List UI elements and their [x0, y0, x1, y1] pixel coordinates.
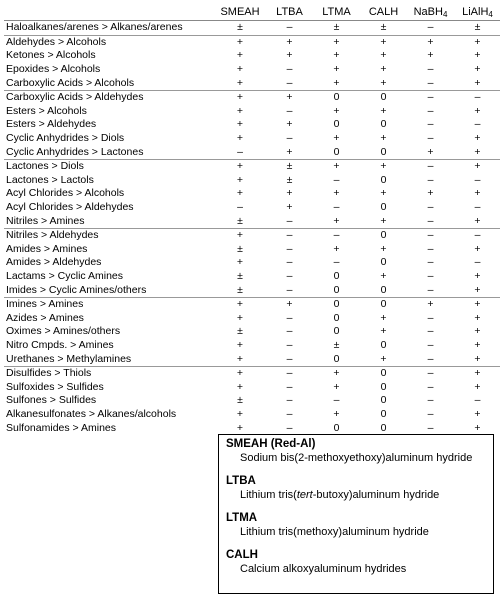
- header-smeah: SMEAH: [214, 3, 266, 21]
- reagent-value-cell: –: [427, 160, 434, 173]
- table-row: [4, 145, 500, 159]
- reagent-value-cell: 0: [380, 394, 387, 407]
- reagent-value-cell: +: [236, 35, 244, 48]
- reagent-value-cell: 0: [380, 229, 387, 242]
- table-row: [4, 118, 500, 132]
- reagent-value-cell: +: [236, 91, 244, 104]
- reagent-value-cell: 0: [333, 325, 340, 338]
- reagent-value-cell: 0: [380, 118, 387, 131]
- reagent-value-cell: –: [427, 229, 434, 242]
- table-body: [4, 21, 500, 435]
- reagent-value-cell: +: [333, 367, 340, 380]
- reagent-value-cell: +: [360, 214, 407, 228]
- reagent-value-cell: +: [474, 298, 481, 311]
- reagent-value-cell: –: [333, 173, 340, 186]
- reagent-value-cell: ±: [237, 325, 243, 338]
- reagent-value-cell: +: [333, 242, 340, 255]
- reagent-value-cell: +: [474, 132, 481, 145]
- table-row: [4, 90, 500, 104]
- reagent-value-cell: +: [474, 338, 481, 351]
- reagent-value-cell: +: [286, 118, 293, 131]
- reagent-value-cell: +: [286, 298, 293, 311]
- table-row: [4, 325, 500, 339]
- transformation-label: Nitriles > Amines: [4, 214, 214, 228]
- reagent-value-cell: 0: [360, 283, 407, 297]
- table-row: [4, 105, 500, 119]
- reagent-value-cell: +: [474, 35, 481, 48]
- legend-entry-ltma: [226, 511, 487, 539]
- header-ltba: LTBA: [266, 3, 313, 21]
- reagent-value-cell: +: [236, 421, 244, 434]
- reagent-value-cell: +: [236, 104, 244, 117]
- reagent-value-cell: –: [266, 283, 313, 297]
- legend-abbr: CALH: [226, 549, 258, 561]
- transformation-label: Esters > Alcohols: [6, 104, 87, 117]
- reagent-value-cell: +: [474, 160, 481, 173]
- transformation-label: Aldehydes > Alcohols: [6, 35, 107, 48]
- table-row: [4, 380, 500, 394]
- reagent-value-cell: +: [474, 325, 481, 338]
- reagent-value-cell: +: [380, 35, 387, 48]
- reagent-value-cell: –: [474, 394, 481, 407]
- reagent-value-cell: –: [286, 104, 293, 117]
- reagent-value-cell: +: [333, 49, 340, 62]
- reagent-value-cell: +: [333, 104, 340, 117]
- reagent-value-cell: –: [427, 63, 434, 76]
- reagent-value-cell: +: [474, 367, 481, 380]
- reagent-value-cell: +: [380, 49, 387, 62]
- reagent-value-cell: +: [360, 352, 407, 366]
- reagent-value-cell: +: [236, 338, 244, 351]
- reagent-value-cell: –: [333, 229, 340, 242]
- reagent-value-cell: –: [286, 132, 293, 145]
- reagent-value-cell: 0: [380, 91, 387, 104]
- reagent-value-cell: +: [427, 49, 434, 62]
- table-row: [4, 339, 500, 353]
- reagent-value-cell: –: [286, 325, 293, 338]
- reagent-value-cell: –: [333, 394, 340, 407]
- table-row: [4, 408, 500, 422]
- reagent-value-cell: –: [286, 338, 293, 351]
- reagent-value-cell: +: [286, 35, 293, 48]
- reagent-value-cell: +: [236, 49, 244, 62]
- transformation-label: Carboxylic Acids > Alcohols: [4, 76, 214, 90]
- header-row: [4, 3, 500, 21]
- reagent-value-cell: 0: [380, 421, 387, 434]
- reagent-value-cell: –: [427, 104, 434, 117]
- transformation-label: Lactones > Diols: [6, 160, 84, 173]
- reagent-value-cell: ±: [237, 242, 243, 255]
- reagent-value-cell: +: [236, 407, 244, 420]
- reagent-value-cell: 0: [313, 145, 360, 159]
- reagent-value-cell: –: [474, 173, 481, 186]
- reagent-value-cell: 0: [313, 352, 360, 366]
- reagent-value-cell: +: [380, 242, 387, 255]
- reagent-value-cell: ±: [360, 21, 407, 36]
- table-row: [4, 352, 500, 366]
- reagent-value-cell: –: [427, 173, 434, 186]
- reagent-value-cell: +: [333, 132, 340, 145]
- reagent-value-cell: –: [427, 91, 434, 104]
- reagent-value-cell: –: [474, 91, 481, 104]
- reagent-value-cell: +: [333, 63, 340, 76]
- reagent-value-cell: –: [286, 63, 293, 76]
- reagent-value-cell: –: [286, 311, 293, 324]
- reagent-value-cell: –: [286, 367, 293, 380]
- reagent-value-cell: –: [333, 256, 340, 269]
- reagent-value-cell: –: [214, 145, 266, 159]
- legend-desc: Lithium tris(methoxy)aluminum hydride: [240, 526, 429, 538]
- reagent-value-cell: +: [236, 298, 244, 311]
- transformation-label: Cyclic Anhydrides > Lactones: [4, 145, 214, 159]
- reagent-value-cell: +: [474, 421, 481, 434]
- table-row: [4, 283, 500, 297]
- reagent-value-cell: –: [286, 407, 293, 420]
- reagent-value-cell: ±: [313, 21, 360, 36]
- reagent-value-cell: +: [427, 298, 434, 311]
- reagent-value-cell: +: [380, 311, 387, 324]
- transformation-label: Carboxylic Acids > Aldehydes: [6, 91, 144, 104]
- reagent-value-cell: +: [454, 214, 500, 228]
- reagent-value-cell: –: [407, 283, 454, 297]
- reagent-value-cell: 0: [380, 173, 387, 186]
- reagent-value-cell: +: [333, 407, 340, 420]
- reagent-value-cell: –: [427, 421, 434, 434]
- reagent-value-cell: –: [266, 352, 313, 366]
- reagent-value-cell: –: [407, 76, 454, 90]
- reagent-value-cell: 0: [313, 283, 360, 297]
- reagent-value-cell: –: [427, 325, 434, 338]
- reagent-value-cell: +: [380, 132, 387, 145]
- reagent-value-cell: 0: [380, 298, 387, 311]
- reagent-value-cell: –: [427, 118, 434, 131]
- legend-abbr: SMEAH (Red-Al): [226, 438, 316, 450]
- transformation-label: Amides > Aldehydes: [6, 256, 102, 269]
- reagent-value-cell: 0: [333, 91, 340, 104]
- reagent-value-cell: +: [474, 407, 481, 420]
- reagent-value-cell: +: [454, 352, 500, 366]
- reagent-value-cell: –: [427, 380, 434, 393]
- transformation-label: Imines > Amines: [6, 298, 84, 311]
- reagent-value-cell: +: [236, 132, 244, 145]
- reagent-value-cell: –: [407, 21, 454, 36]
- reagent-value-cell: +: [333, 35, 340, 48]
- reagent-value-cell: 0: [333, 118, 340, 131]
- table-row: [4, 311, 500, 325]
- reagent-value-cell: +: [286, 49, 293, 62]
- reagent-value-cell: ±: [214, 21, 266, 36]
- legend-desc: Lithium tris(tert-butoxy)aluminum hydride: [240, 489, 440, 501]
- reagent-value-cell: 0: [380, 380, 387, 393]
- reagent-value-cell: –: [407, 352, 454, 366]
- reagent-value-cell: –: [286, 242, 293, 255]
- table-row: [4, 174, 500, 188]
- reagent-value-cell: –: [427, 311, 434, 324]
- reagent-value-cell: +: [236, 173, 244, 186]
- reagent-value-cell: 0: [333, 421, 340, 434]
- transformation-label: Ketones > Alcohols: [6, 49, 96, 62]
- reagent-value-cell: –: [286, 421, 293, 434]
- reagent-value-cell: +: [407, 145, 454, 159]
- reagent-value-cell: +: [427, 187, 434, 200]
- reagent-value-cell: +: [380, 63, 387, 76]
- reagent-value-cell: –: [427, 367, 434, 380]
- transformation-label: Epoxides > Alcohols: [6, 63, 101, 76]
- reagent-value-cell: +: [236, 187, 244, 200]
- reagent-value-cell: 0: [333, 269, 340, 282]
- reagent-value-cell: +: [236, 63, 244, 76]
- reagent-value-cell: +: [236, 160, 244, 173]
- transformation-label: Nitro Cmpds. > Amines: [6, 338, 114, 351]
- table-row: [4, 159, 500, 173]
- transformation-label: Lactones > Lactols: [6, 173, 94, 186]
- reagent-value-cell: ±: [333, 338, 340, 351]
- table-row: [4, 21, 500, 36]
- header-nabh4: NaBH$_4$: [407, 3, 454, 21]
- reagent-value-cell: +: [286, 187, 293, 200]
- legend-entry-calh: [226, 548, 487, 576]
- reagent-value-cell: 0: [333, 311, 340, 324]
- reagent-value-cell: ±: [286, 173, 293, 186]
- header-calh: CALH: [360, 3, 407, 21]
- reagent-value-cell: +: [236, 367, 244, 380]
- reagent-value-cell: +: [214, 76, 266, 90]
- reagent-value-cell: –: [427, 407, 434, 420]
- reagent-value-cell: –: [407, 214, 454, 228]
- transformation-label: Sulfonamides > Amines: [6, 421, 117, 434]
- transformation-label: Sulfoxides > Sulfides: [6, 380, 104, 393]
- reagent-value-cell: +: [313, 76, 360, 90]
- reagent-value-cell: +: [266, 145, 313, 159]
- reagent-value-cell: 0: [380, 338, 387, 351]
- reagent-value-cell: 0: [380, 407, 387, 420]
- transformation-label: Disulfides > Thiols: [6, 367, 92, 380]
- table-row: [4, 187, 500, 201]
- reagent-value-cell: –: [266, 214, 313, 228]
- legend-abbr: LTBA: [226, 475, 256, 487]
- reagent-value-cell: +: [214, 352, 266, 366]
- reagent-value-cell: –: [266, 21, 313, 36]
- reagent-value-cell: ±: [454, 21, 500, 36]
- reagent-value-cell: +: [380, 187, 387, 200]
- reagent-value-cell: –: [427, 394, 434, 407]
- table-row: [4, 256, 500, 270]
- reagent-value-cell: +: [427, 35, 434, 48]
- reagent-value-cell: +: [236, 256, 244, 269]
- transformation-label: Azides > Amines: [6, 311, 84, 324]
- table-row: [4, 63, 500, 77]
- reagent-value-cell: +: [380, 160, 387, 173]
- transformation-label: Nitriles > Aldehydes: [6, 229, 99, 242]
- reagent-value-cell: +: [454, 76, 500, 90]
- transformation-label: Sulfones > Sulfides: [6, 394, 97, 407]
- table-row: [4, 421, 500, 435]
- reagent-value-cell: +: [333, 187, 340, 200]
- reagent-value-cell: –: [333, 201, 340, 214]
- reagent-value-cell: –: [427, 201, 434, 214]
- reagent-value-cell: +: [286, 91, 293, 104]
- transformation-label: Lactams > Cyclic Amines: [6, 269, 123, 282]
- transformation-label: Haloalkanes/arenes > Alkanes/arenes: [4, 21, 214, 36]
- reagent-value-cell: ±: [237, 269, 243, 282]
- reagent-value-cell: +: [474, 49, 481, 62]
- header-ltma: LTMA: [313, 3, 360, 21]
- reagent-value-cell: +: [474, 311, 481, 324]
- reagent-compatibility-table: [4, 3, 500, 435]
- reagent-value-cell: +: [360, 76, 407, 90]
- table-row: [4, 366, 500, 380]
- table-row: [4, 214, 500, 228]
- reagent-value-cell: –: [427, 256, 434, 269]
- transformation-label: Acyl Chlorides > Aldehydes: [6, 201, 134, 214]
- reagent-value-cell: –: [237, 201, 243, 214]
- reagent-value-cell: +: [313, 214, 360, 228]
- reagent-value-cell: –: [286, 229, 293, 242]
- reagent-value-cell: 0: [360, 145, 407, 159]
- reagent-value-cell: +: [474, 187, 481, 200]
- table-row: [4, 201, 500, 215]
- reagent-value-cell: +: [236, 380, 244, 393]
- reagent-value-cell: +: [454, 145, 500, 159]
- table-row: [4, 132, 500, 146]
- transformation-label: Cyclic Anhydrides > Diols: [6, 132, 125, 145]
- reagent-value-cell: 0: [333, 298, 340, 311]
- legend-desc: Sodium bis(2-methoxyethoxy)aluminum hydride: [240, 452, 473, 464]
- reagent-value-cell: +: [454, 283, 500, 297]
- transformation-label: Urethanes > Methylamines: [4, 352, 214, 366]
- header-blank: [4, 3, 214, 21]
- table-row: [4, 270, 500, 284]
- reagent-value-cell: –: [474, 118, 481, 131]
- reagent-value-cell: +: [474, 380, 481, 393]
- reagent-value-cell: –: [474, 201, 481, 214]
- table-row: [4, 243, 500, 257]
- reagent-value-cell: ±: [237, 394, 243, 407]
- header-lialh4: LiAlH$_4$: [454, 3, 500, 21]
- table-row: [4, 297, 500, 311]
- reagent-value-cell: –: [286, 269, 293, 282]
- legend-abbr: LTMA: [226, 512, 258, 524]
- transformation-label: Acyl Chlorides > Alcohols: [6, 187, 125, 200]
- reagent-value-cell: –: [286, 394, 293, 407]
- reagent-value-cell: 0: [380, 256, 387, 269]
- reagent-value-cell: 0: [380, 201, 387, 214]
- table-row: [4, 49, 500, 63]
- reagent-value-cell: +: [236, 118, 244, 131]
- reagent-value-cell: –: [427, 269, 434, 282]
- reagent-value-cell: +: [236, 229, 244, 242]
- reagent-value-cell: +: [380, 104, 387, 117]
- transformation-label: Oximes > Amines/others: [6, 325, 121, 338]
- table-row: [4, 228, 500, 242]
- reagent-value-cell: +: [286, 201, 293, 214]
- reagent-value-cell: ±: [286, 160, 293, 173]
- table-row: [4, 35, 500, 49]
- reagent-value-cell: +: [333, 380, 340, 393]
- transformation-label: Imides > Cyclic Amines/others: [4, 283, 214, 297]
- reagent-value-cell: –: [427, 338, 434, 351]
- reagent-value-cell: +: [474, 104, 481, 117]
- reagent-value-cell: –: [286, 380, 293, 393]
- reagent-value-cell: +: [474, 242, 481, 255]
- reagent-value-cell: ±: [214, 283, 266, 297]
- reagent-value-cell: ±: [214, 214, 266, 228]
- reagent-value-cell: –: [474, 229, 481, 242]
- table-row: [4, 76, 500, 90]
- reagent-value-cell: –: [427, 242, 434, 255]
- abbreviation-legend: [218, 434, 494, 594]
- table-row: [4, 394, 500, 408]
- reagent-value-cell: +: [333, 160, 340, 173]
- reagent-value-cell: –: [266, 76, 313, 90]
- legend-entry-ltba: [226, 474, 487, 502]
- transformation-label: Alkanesulfonates > Alkanes/alcohols: [6, 407, 177, 420]
- legend-entry-smeah: [226, 437, 487, 465]
- reagent-value-cell: +: [474, 269, 481, 282]
- reagent-value-cell: 0: [380, 367, 387, 380]
- reagent-value-cell: +: [236, 311, 244, 324]
- reagent-value-cell: +: [380, 325, 387, 338]
- reagent-value-cell: +: [380, 269, 387, 282]
- reagent-value-cell: –: [427, 132, 434, 145]
- reagent-value-cell: –: [286, 256, 293, 269]
- transformation-label: Esters > Aldehydes: [6, 118, 97, 131]
- transformation-label: Amides > Amines: [6, 242, 88, 255]
- reagent-value-cell: –: [474, 256, 481, 269]
- legend-desc: Calcium alkoxyaluminum hydrides: [240, 563, 407, 575]
- reagent-value-cell: +: [474, 63, 481, 76]
